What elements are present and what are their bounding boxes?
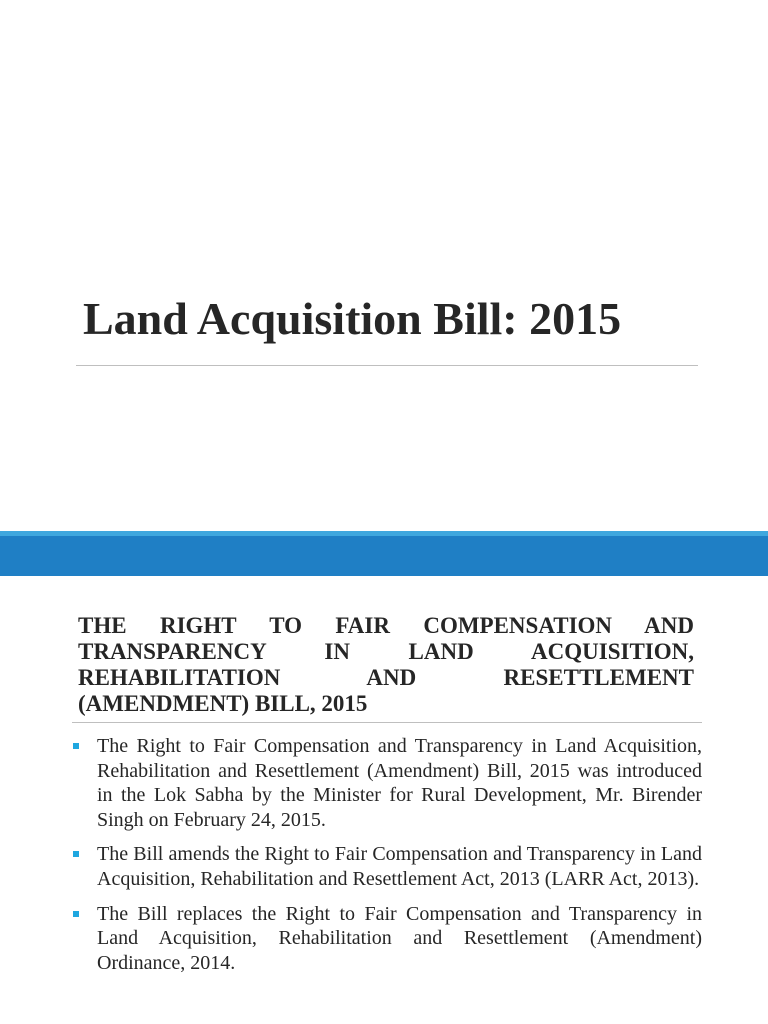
square-bullet-icon	[73, 911, 79, 917]
bullet-text: The Bill replaces the Right to Fair Compensation and Transparency in Land Acquisition, Rehabilitation and Resettlement (Amendment) Ordinance, 2014.	[97, 902, 702, 974]
heading-divider	[72, 722, 702, 723]
content-slide	[0, 576, 768, 1024]
slide-separator-band	[0, 536, 768, 576]
bullet-item-2	[72, 842, 702, 891]
title-divider	[76, 365, 698, 366]
square-bullet-icon	[73, 743, 79, 749]
bullet-text: The Bill amends the Right to Fair Compensation and Transparency in Land Acquisition, Rehabilitation and Resettlement Act, 2013 (LARR Act, 2013).	[97, 843, 702, 890]
bullet-text: The Right to Fair Compensation and Transparency in Land Acquisition, Rehabilitation and Resettlement (Amendment) Bill, 2015 was introduced in the Lok Sabha by the Minister for Rural Development, Mr. Birender Singh on February 24, 2015.	[97, 735, 702, 831]
bullet-list	[72, 734, 702, 985]
bullet-item-1	[72, 734, 702, 832]
content-heading: THE RIGHT TO FAIR COMPENSATION AND TRANSPARENCY IN LAND ACQUISITION, REHABILITATION AND RESETTLEMENT (AMENDMENT) BILL, 2015	[78, 613, 694, 716]
square-bullet-icon	[73, 851, 79, 857]
bullet-item-3	[72, 902, 702, 976]
slide-title: Land Acquisition Bill: 2015	[83, 293, 622, 344]
